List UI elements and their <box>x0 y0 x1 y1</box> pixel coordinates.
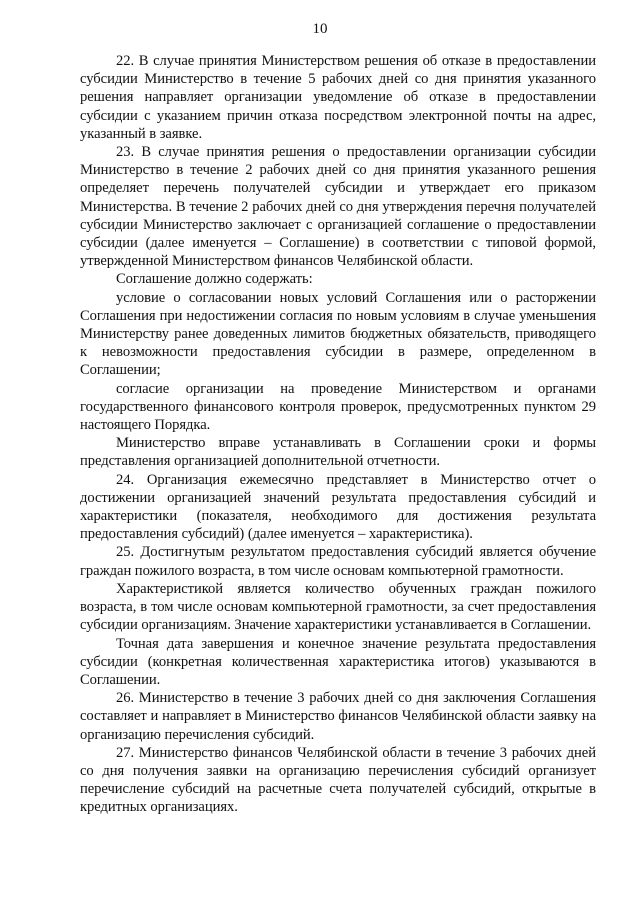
paragraph-25: 25. Достигнутым результатом предоставления субсидий является обучение граждан пожилого возраста, в том числе основам компьютерной грамотности. <box>80 544 596 579</box>
document-body <box>80 52 596 817</box>
characteristic-definition-paragraph: Характеристикой является количество обученных граждан пожилого возраста, в том числе основам компьютерной грамотности, за счет предоставления субсидии организациям. Значение характеристики устанавливается в Соглашении. <box>80 580 596 634</box>
result-completion-paragraph: Точная дата завершения и конечное значение результата предоставления субсидии (конкретная количественная характеристика итогов) указываются в Соглашении. <box>80 635 596 688</box>
agreement-condition-audit-consent: согласие организации на проведение Министерством и органами государственного финансового контроля проверок, предусмотренных пунктом 29 настоящего Порядка. <box>80 380 596 434</box>
additional-reporting-paragraph: Министерство вправе устанавливать в Соглашении сроки и формы представления организацией дополнительной отчетности. <box>80 435 596 470</box>
page-number: 10 <box>312 21 328 37</box>
paragraph-24: 24. Организация ежемесячно представляет в Министерство отчет о достижении организацией значений результата предоставления субсидий и характеристики (показателя, необходимого для достижения результата предоставления субсидий) (далее именуется – характеристика). <box>80 471 596 543</box>
paragraph-22: 22. В случае принятия Министерством решения об отказе в предоставлении субсидии Министерство в течение 5 рабочих дней со дня принятия указанного решения направляет организации уведомление об отказе в предоставлении субсидии с указанием причин отказа посредством электронной почты на адрес, указанный в заявке. <box>80 53 596 142</box>
paragraph-27: 27. Министерство финансов Челябинской области в течение 3 рабочих дней со дня получения заявки на организацию перечисления субсидий организует перечисление субсидий на расчетные счета получателей субсидий, открытые в кредитных организациях. <box>80 744 596 816</box>
paragraph-26: 26. Министерство в течение 3 рабочих дней со дня заключения Соглашения составляет и направляет в Министерство финансов Челябинской области заявку на организацию перечисления субсидий. <box>80 690 596 743</box>
agreement-contents-heading: Соглашение должно содержать: <box>116 271 313 288</box>
agreement-condition-renegotiation: условие о согласовании новых условий Соглашения или о расторжении Соглашения при недостижении согласия по новым условиям в случае уменьшения Министерству ранее доведенных лимитов бюджетных обязательств, приводящего к невозможности предоставления субсидии в размере, определенном в Соглашении; <box>80 289 596 379</box>
paragraph-23: 23. В случае принятия решения о предоставлении организации субсидии Министерство в течение 2 рабочих дней со дня принятия указанного решения определяет перечень получателей субсидии и утверждает его приказом Министерства. В течение 2 рабочих дней со дня утверждения перечня получателей субсидии Министерство заключает с организацией соглашение о предоставлении субсидии (далее именуется – Соглашение) в соответствии с типовой формой, утвержденной Министерством финансов Челябинской области. <box>80 144 596 270</box>
